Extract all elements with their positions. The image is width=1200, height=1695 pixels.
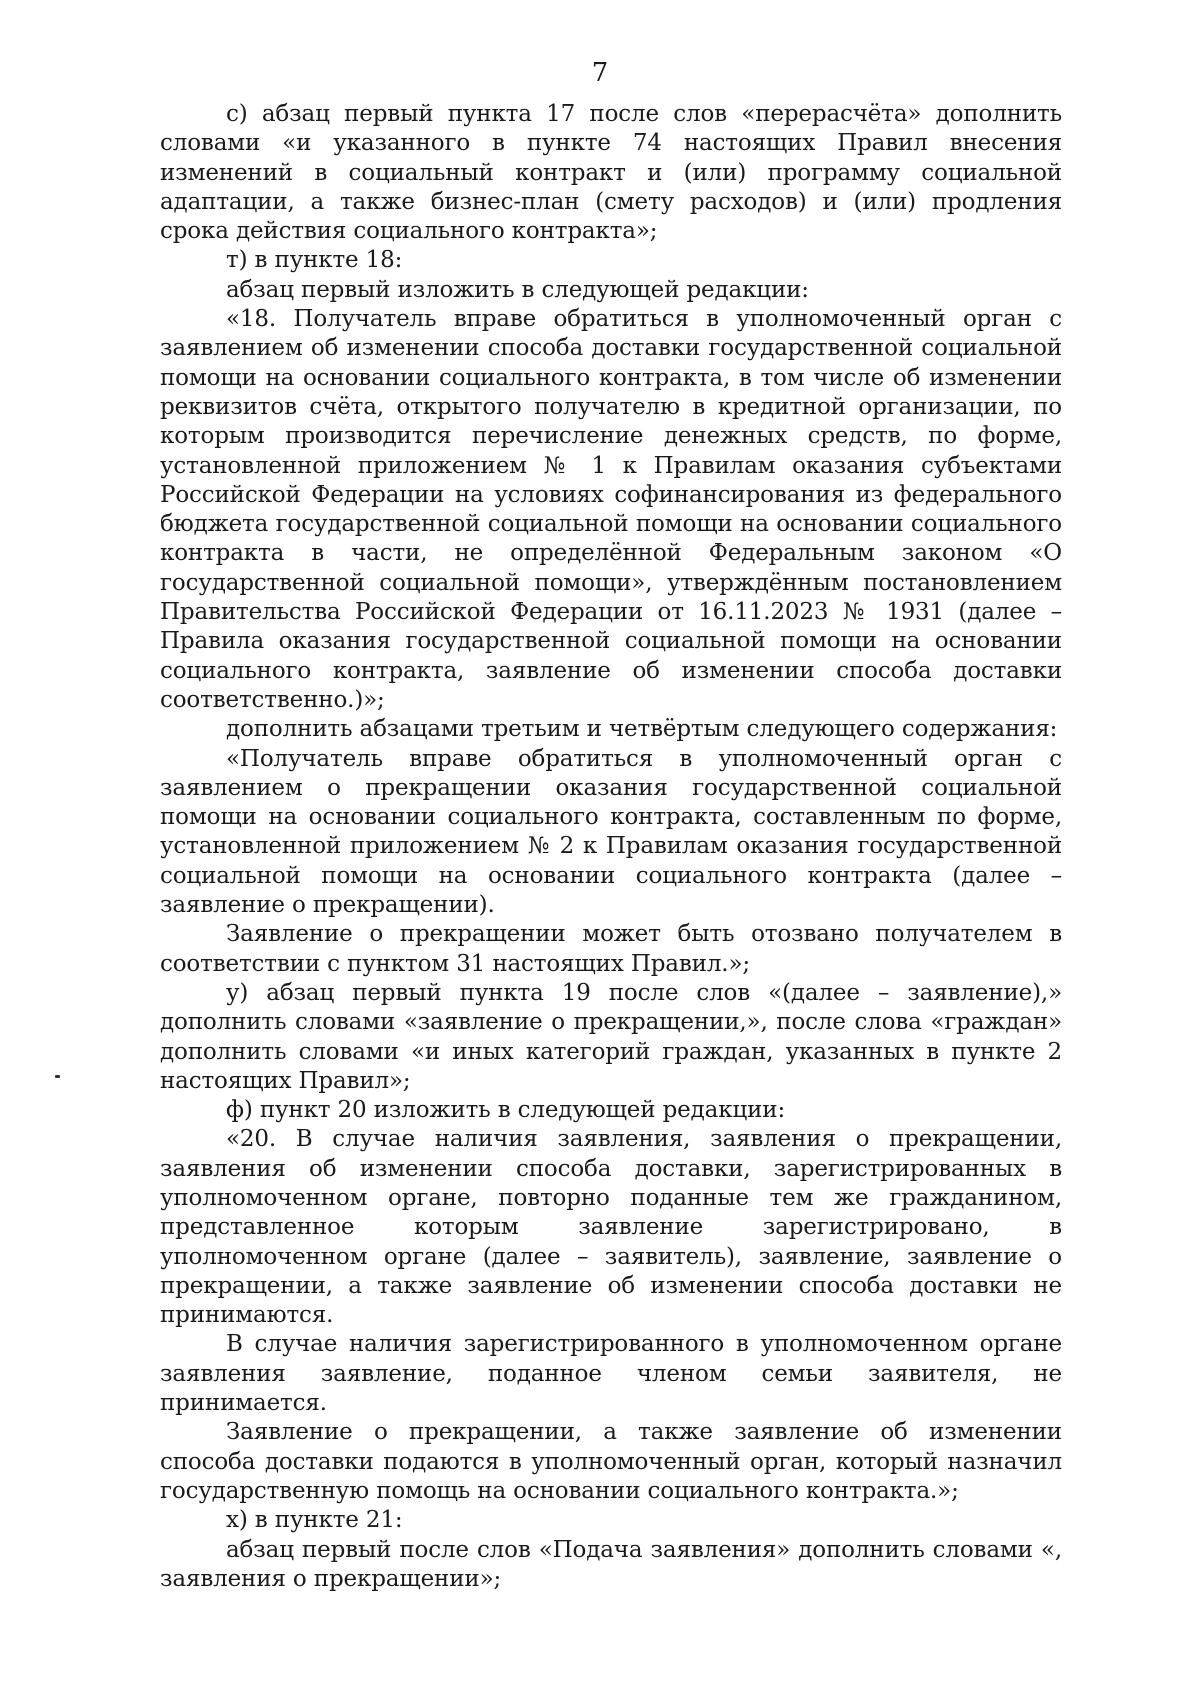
document-body: [160, 100, 1062, 1594]
paragraph-submission: Заявление о прекращении, а также заявление об изменении способа доставки подаются в уполномоченный орган, который назначил государственную помощь на основании социального контракта.»;: [160, 1419, 1062, 1504]
paragraph-withdrawal: Заявление о прекращении может быть отозвано получателем в соответствии с пунктом 31 настоящих Правил.»;: [160, 921, 1062, 977]
page-number: 7: [591, 58, 609, 88]
paragraph-first-abzac: абзац первый изложить в следующей редакции:: [226, 276, 809, 303]
paragraph-item-u: у) абзац первый пункта 19 после слов «(далее – заявление),» дополнить словами «заявление о прекращении,», после слова «граждан» дополнить словами «и иных категорий граждан, указанных в пункте 2 настоящих Правил»;: [160, 979, 1062, 1094]
paragraph-item-kh: х) в пункте 21:: [226, 1507, 403, 1534]
paragraph-clause-20: «20. В случае наличия заявления, заявления о прекращении, заявления об изменении способа доставки, зарегистрированных в уполномоченном органе, повторно поданные тем же гражданином, представленное которым заявление зарегистрировано, в уполномоченном органе (далее – заявитель), заявление, заявление о прекращении, а также заявление об изменении способа доставки не принимаются.: [160, 1126, 1062, 1329]
paragraph-clause-18: «18. Получатель вправе обратиться в уполномоченный орган с заявлением об изменении способа доставки государственной социальной помощи на основании социального контракта, в том числе об изменении реквизитов счёта, открытого получателю в кредитной организации, по которым производится перечисление денежных средств, по форме, установленной приложением № 1 к Правилам оказания субъектами Российской Федерации на условиях софинансирования из федерального бюджета государственной социальной помощи на основании социального контракта в части, не определённой Федеральным законом «О государственной социальной помощи», утверждённым постановлением Правительства Российской Федерации от 16.11.2023 № 1931 (далее – Правила оказания государственной социальной помощи на основании социального контракта, заявление об изменении способа доставки соответственно.)»;: [160, 306, 1062, 713]
paragraph-registered-case: В случае наличия зарегистрированного в уполномоченном органе заявления заявление, поданное членом семьи заявителя, не принимается.: [160, 1331, 1062, 1417]
paragraph-recipient-right: «Получатель вправе обратиться в уполномоченный орган с заявлением о прекращении оказания государственной социальной помощи на основании социального контракта, составленным по форме, установленной приложением № 2 к Правилам оказания государственной социальной помощи на основании социального контракта (далее – заявление о прекращении).: [160, 745, 1062, 919]
paragraph-first-abzac-21: абзац первый после слов «Подача заявления» дополнить словами «, заявления о прекращении»;: [160, 1536, 1062, 1592]
paragraph-add-abzacs: дополнить абзацами третьим и четвёртым следующего содержания:: [226, 716, 1058, 743]
paragraph-item-f: ф) пункт 20 изложить в следующей редакции:: [226, 1097, 786, 1124]
scan-mark: [55, 1075, 60, 1078]
paragraph-item-t: т) в пункте 18:: [226, 247, 403, 274]
paragraph-item-s: с) абзац первый пункта 17 после слов «перерасчёта» дополнить словами «и указанного в пункте 74 настоящих Правил внесения изменений в социальный контракт и (или) программу социальной адаптации, а также бизнес-план (смету расходов) и (или) продления срока действия социального контракта»;: [160, 101, 1062, 245]
